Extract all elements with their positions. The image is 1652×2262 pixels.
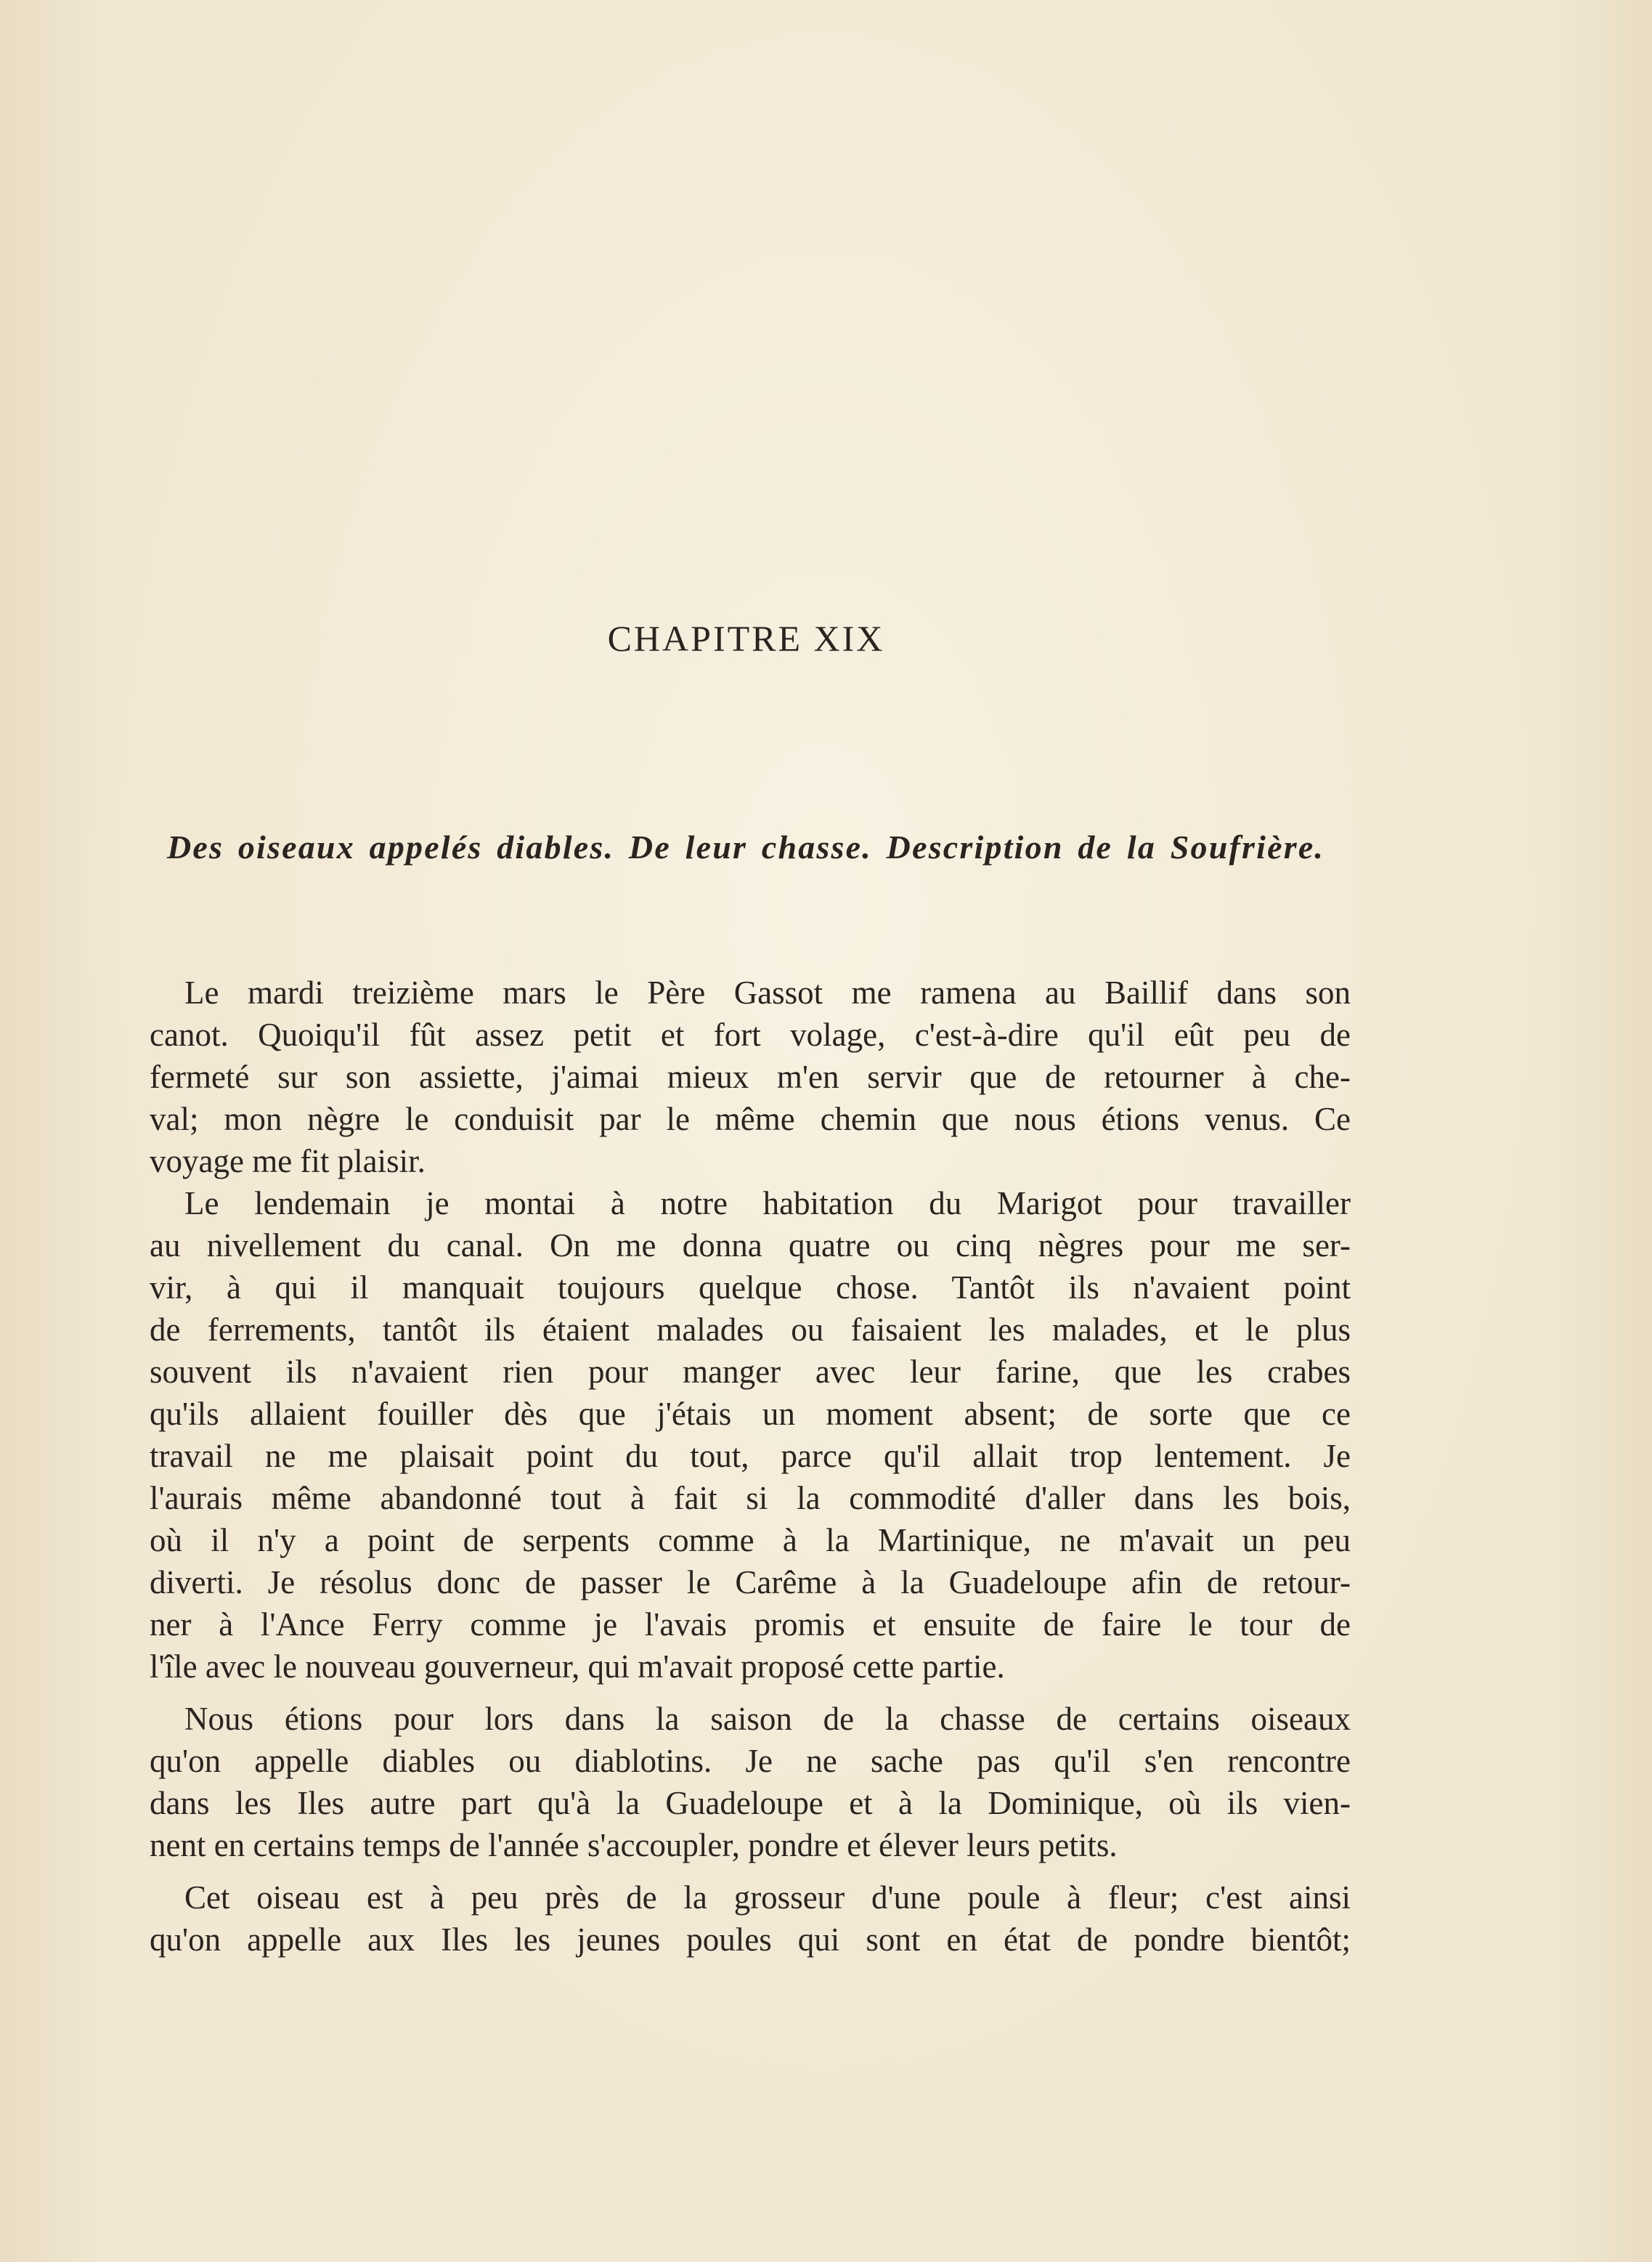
paragraph — [150, 972, 1351, 1182]
text-line: qu'on appelle diables ou diablotins. Je ne sache pas qu'il s'en rencontre — [150, 1743, 1351, 1779]
text-line: canot. Quoiqu'il fût assez petit et fort volage, c'est-à-dire qu'il eût peu de — [150, 1017, 1351, 1053]
text-line: voyage me fit plaisir. — [150, 1143, 426, 1179]
text-line: Cet oiseau est à peu près de la grosseur d'une poule à fleur; c'est ainsi — [184, 1879, 1351, 1916]
paragraph-gap — [150, 1866, 1351, 1876]
paragraph — [150, 1876, 1351, 1961]
chapter-title: CHAPITRE XIX — [607, 618, 885, 659]
body-text — [150, 972, 1351, 1961]
text-line: de ferrements, tantôt ils étaient malades ou faisaient les malades, et le plus — [150, 1311, 1351, 1348]
text-line: l'aurais même abandonné tout à fait si la commodité d'aller dans les bois, — [150, 1480, 1351, 1516]
text-line: où il n'y a point de serpents comme à la Martinique, ne m'avait un peu — [150, 1522, 1351, 1558]
text-line: l'île avec le nouveau gouverneur, qui m'avait proposé cette partie. — [150, 1648, 1005, 1685]
text-line: qu'on appelle aux Iles les jeunes poules qui sont en état de pondre bientôt; — [150, 1921, 1351, 1958]
text-line: vir, à qui il manquait toujours quelque chose. Tantôt ils n'avaient point — [150, 1269, 1351, 1306]
text-line: nent en certains temps de l'année s'accoupler, pondre et élever leurs petits. — [150, 1827, 1118, 1863]
text-line: dans les Iles autre part qu'à la Guadeloupe et à la Dominique, où ils vien- — [150, 1785, 1351, 1821]
paragraph-gap — [150, 1688, 1351, 1698]
text-line: au nivellement du canal. On me donna quatre ou cinq nègres pour me ser- — [150, 1227, 1351, 1264]
text-line: Le mardi treizième mars le Père Gassot me ramena au Baillif dans son — [184, 975, 1351, 1011]
text-line: souvent ils n'avaient rien pour manger avec leur farine, que les crabes — [150, 1354, 1351, 1390]
paragraph — [150, 1698, 1351, 1866]
text-line: fermeté sur son assiette, j'aimai mieux m'en servir que de retourner à che- — [150, 1059, 1351, 1095]
text-line: travail ne me plaisait point du tout, parce qu'il allait trop lentement. Je — [150, 1438, 1351, 1474]
text-line: diverti. Je résolus donc de passer le Carême à la Guadeloupe afin de retour- — [150, 1564, 1351, 1600]
text-line: val; mon nègre le conduisit par le même chemin que nous étions venus. Ce — [150, 1101, 1351, 1137]
paragraph — [150, 1182, 1351, 1688]
text-line: Le lendemain je montai à notre habitation du Marigot pour travailler — [184, 1185, 1351, 1221]
chapter-subtitle: Des oiseaux appelés diables. De leur chasse. Description de la Soufrière. — [167, 829, 1325, 866]
text-line: ner à l'Ance Ferry comme je l'avais promis et ensuite de faire le tour de — [150, 1606, 1351, 1643]
text-line: qu'ils allaient fouiller dès que j'étais un moment absent; de sorte que ce — [150, 1396, 1351, 1432]
text-line: Nous étions pour lors dans la saison de la chasse de certains oiseaux — [184, 1701, 1351, 1737]
